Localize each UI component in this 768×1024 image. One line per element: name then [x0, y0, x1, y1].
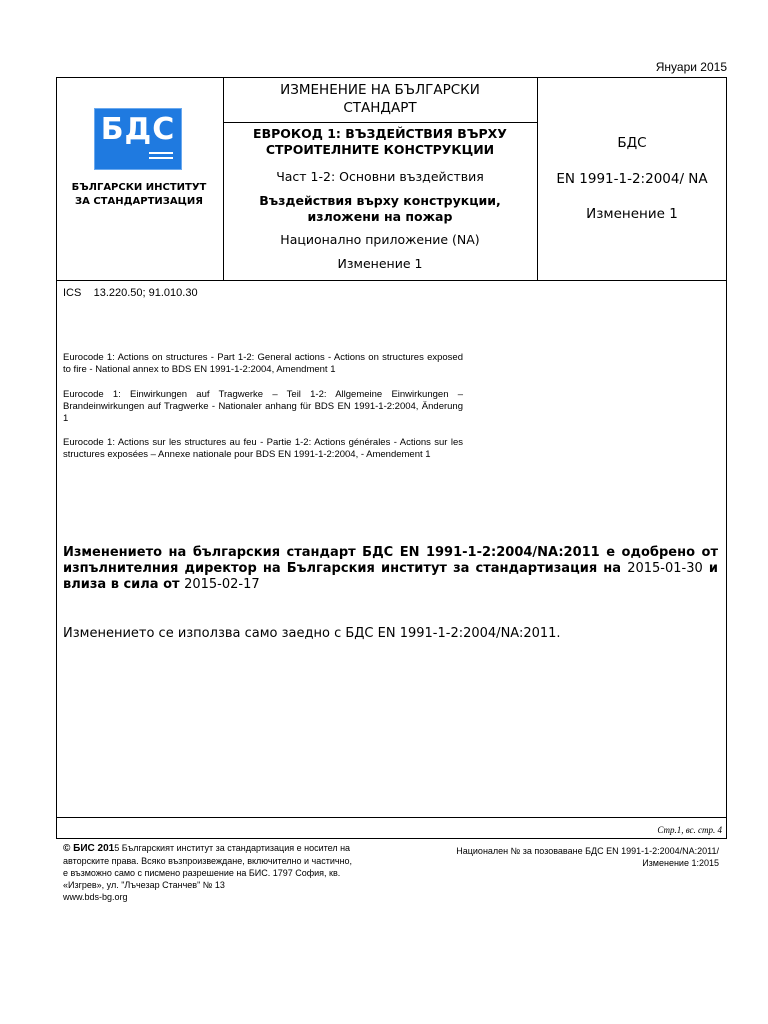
divider-footer: [56, 817, 727, 818]
document-type-heading: [224, 81, 536, 117]
divider-title: [223, 122, 537, 123]
eurocode-line2: СТРОИТЕЛНИТЕ КОНСТРУКЦИИ: [265, 142, 495, 157]
copyright-notice: [63, 842, 353, 903]
ics-values: 13.220.50; 91.010.30: [93, 287, 198, 299]
national-number-line2: Изменение 1:2015: [642, 858, 719, 868]
effective-date: 2015-02-17: [184, 577, 260, 592]
approval-date: 2015-01-30: [627, 561, 703, 576]
copyright-text: Българският институт за стандартизация е носител на авторските права. Всяко възпроизвеждане, включително и частично, е възможно само с писмено разрешение на БИС. 1797 София, кв. «Изгрев», ул. "Лъчезар Станчев" № 13: [63, 843, 353, 890]
description-en: Eurocode 1: Actions on structures - Part 1-2: General actions - Actions on structures exposed to fire - National annex to BDS EN 1991-1-2:2004, Amendment 1: [63, 352, 463, 375]
approval-text: Изменението на българския стандарт БДС EN 1991-1-2:2004/NA:2011 е одобрено от изпълнителния директор на Българския институт за стандартизация на: [63, 545, 718, 576]
institute-name-line1: БЪЛГАРСКИ ИНСТИТУТ: [71, 182, 207, 193]
eurocode-title: [224, 126, 536, 158]
national-number-line1: Национален № за позоваване БДС EN 1991-1-2:2004/NA:2011/: [456, 846, 719, 856]
logo-text: БДС: [100, 112, 176, 147]
divider-header: [56, 280, 727, 281]
description-de: Eurocode 1: Einwirkungen auf Tragwerke – Teil 1-2: Allgemeine Einwirkungen – Brandeinwirkungen auf Tragwerke - Nationaler anhang für BDS EN 1991-1-2:2004, Änderung 1: [63, 389, 463, 424]
part-title: Част 1-2: Основни въздействия: [276, 169, 484, 184]
copyright-year-digit: 5: [114, 843, 120, 853]
ics-label: ICS: [63, 287, 82, 299]
approval-effective-text: и влиза в сила от: [63, 561, 718, 592]
page-info: Стр.1, вс. стр. 4: [657, 825, 722, 835]
institute-name: [58, 181, 220, 209]
logo-lines-icon: [149, 149, 173, 159]
fire-line1: Въздействия върху конструкции,: [259, 193, 501, 208]
copyright-symbol: © БИС 201: [63, 843, 115, 854]
fire-title: [224, 193, 536, 225]
approval-statement: [63, 545, 718, 593]
issue-date: Януари 2015: [655, 60, 727, 74]
website-link[interactable]: www.bds-bg.org: [63, 892, 128, 902]
standard-number: EN 1991-1-2:2004/ NA: [556, 171, 708, 187]
amendment-title: Изменение 1: [337, 256, 423, 271]
description-fr: Eurocode 1: Actions sur les structures au feu - Partie 1-2: Actions générales - Actions sur les structures exposées – Annexe nationale pour BDS EN 1991-1-2:2004, - Amendement 1: [63, 437, 463, 460]
fire-line2: изложени на пожар: [307, 209, 453, 224]
usage-note: Изменението се използва само заедно с БДС EN 1991-1-2:2004/NA:2011.: [63, 626, 561, 641]
bds-logo: [94, 108, 182, 170]
standard-prefix: БДС: [617, 135, 647, 151]
institute-name-line2: ЗА СТАНДАРТИЗАЦИЯ: [75, 196, 203, 207]
ics-codes: [63, 287, 198, 299]
national-annex-title: Национално приложение (NA): [280, 232, 480, 247]
eurocode-line1: ЕВРОКОД 1: ВЪЗДЕЙСТВИЯ ВЪРХУ: [253, 126, 507, 141]
heading-line2: СТАНДАРТ: [343, 100, 417, 116]
standard-amendment: Изменение 1: [586, 206, 678, 222]
heading-line1: ИЗМЕНЕНИЕ НА БЪЛГАРСКИ: [280, 82, 480, 98]
national-reference-number: [389, 845, 719, 869]
